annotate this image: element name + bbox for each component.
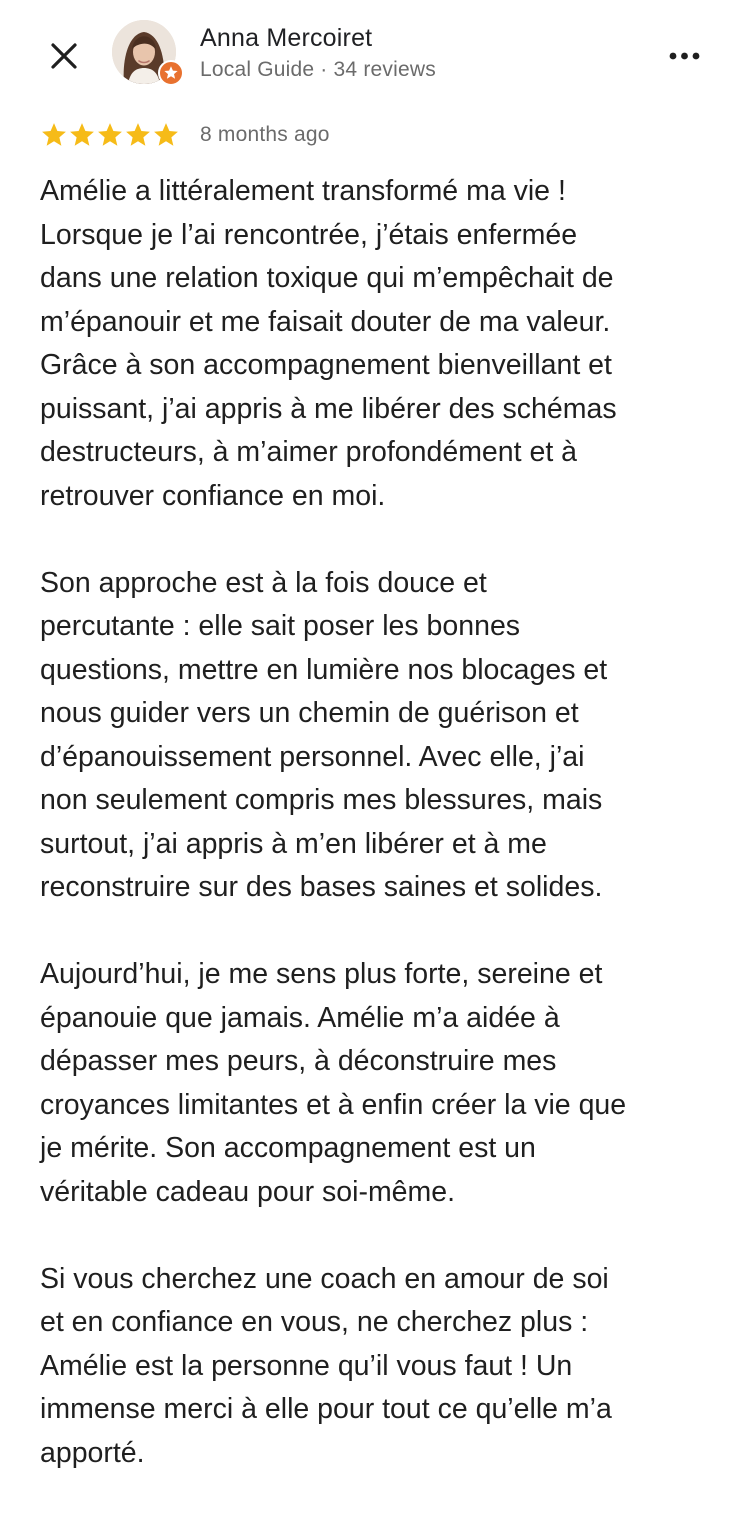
rating-row <box>40 118 330 152</box>
review-paragraph: Aujourd’hui, je me sens plus forte, sereine et épanouie que jamais. Amélie m’a aidée à dépasser mes peurs, à déconstruire mes croyances limitantes et à enfin créer la vie que je mérite. Son accompagnement est un véritable cadeau pour soi-même. <box>40 958 627 1208</box>
review-paragraph: Son approche est à la fois douce et percutante : elle sait poser les bonnes questions, mettre en lumière nos blocages et nous guider vers un chemin de guérison et d’épanouissement personnel. Avec elle, j’ai non seulement compris mes blessures, mais surtout, j’ai appris à m’en libérer et à me reconstruire sur des bases saines et solides. <box>40 566 608 903</box>
review-text <box>40 170 730 1519</box>
author-avatar-container[interactable] <box>112 20 178 86</box>
local-guide-star-icon <box>160 62 182 84</box>
local-guide-badge <box>158 60 184 86</box>
star-icon <box>124 121 152 149</box>
star-icon <box>40 121 68 149</box>
author-name[interactable]: Anna Mercoiret <box>200 24 373 52</box>
review-paragraph: Si vous cherchez une coach en amour de soi et en confiance en vous, ne cherchez plus : Amélie est la personne qu’il vous faut ! Un immense merci à elle pour tout ce qu’elle m’a apporté. <box>40 1262 612 1469</box>
star-icon <box>96 121 124 149</box>
star-rating <box>40 121 180 149</box>
more-vert-icon <box>660 36 708 76</box>
author-meta: Local Guide · 34 reviews <box>200 58 436 81</box>
close-icon <box>44 36 84 76</box>
review-paragraph: Amélie a littéralement transformé ma vie ! Lorsque je l’ai rencontrée, j’étais enfermée dans une relation toxique qui m’empêchait de m’épanouir et me faisait douter de ma valeur. Grâce à son accompagnement bienveillant et puissant, j’ai appris à me libérer des schémas destructeurs, à m’aimer profondément et à retrouver confiance en moi. <box>40 175 617 512</box>
star-icon <box>68 121 96 149</box>
star-icon <box>152 121 180 149</box>
more-options-button[interactable] <box>660 36 708 76</box>
review-time: 8 months ago <box>200 123 330 146</box>
review-header <box>0 0 748 110</box>
close-button[interactable] <box>44 36 84 76</box>
